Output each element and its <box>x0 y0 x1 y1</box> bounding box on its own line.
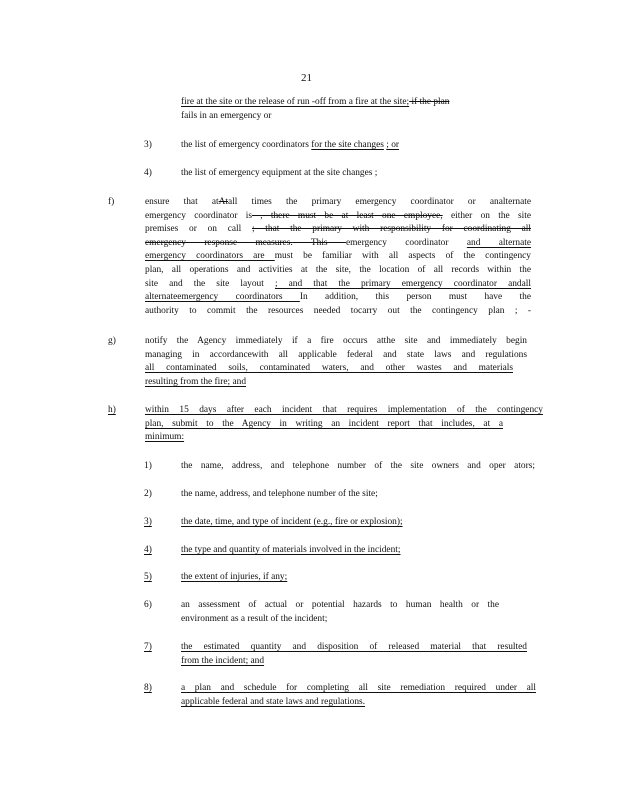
list-item: the estimated quantity and disposition of released material that resulted from the incident; and <box>181 642 527 666</box>
list-item: a plan and schedule for completing all site remediation required under all applicable federal and state laws and regulations. <box>181 683 536 707</box>
list-item: the list of emergency coordinators for the site changes ; or <box>181 140 400 150</box>
list-item: the date, time, and type of incident (e.g., fire or explosion); <box>181 517 403 527</box>
list-item: an assessment of actual or potential hazards to human health or the environment as a result of the incident; <box>181 600 499 624</box>
item-marker: 6) <box>144 600 152 610</box>
paragraph-g: notify the Agency immediately if a fire occurs atthe site and immediately begin managing in accordancewith all applicable federal and state laws and regulations all contaminated soils, contaminated waters, and other wastes and materials resulting from the fire; and <box>145 336 527 387</box>
text-line: fails in an emergency or <box>181 110 272 121</box>
item-marker: 4) <box>144 168 152 178</box>
paragraph-marker: h) <box>108 405 116 415</box>
paragraph-marker: f) <box>108 197 115 207</box>
paragraph-h: within 15 days after each incident that requires implementation of the contingency plan, submit to the Agency in writing an incident report that includes, at a minimum: <box>145 405 543 443</box>
item-marker: 2) <box>144 489 152 499</box>
item-marker: 5) <box>144 572 152 582</box>
item-marker: 7) <box>144 642 152 652</box>
paragraph-f: ensure that atAtall times the primary emergency coordinator or analternate emergency coordinator is , there must be at least one employee, either on the site premises or on call ; that the primary with responsibility for coordinating all emergency response measures. This emergency coordinator and alternate emergency coordinators are must be familiar with all aspects of the contingency plan, all operations and activities at the site, the location of all records within the site and the site layout ; and that the primary emergency coordinator andall alternateemergency coordinators In addition, this person must have the authority to commit the resources needed tocarry out the contingency plan ; - <box>145 197 532 316</box>
item-marker: 3) <box>144 517 152 527</box>
list-item: the type and quantity of materials involved in the incident; <box>181 545 401 555</box>
item-marker: 3) <box>144 140 152 150</box>
continuation-text <box>181 96 526 123</box>
item-marker: 8) <box>144 683 152 693</box>
item-marker: 4) <box>144 545 152 555</box>
item-marker: 1) <box>144 461 152 471</box>
page-number: 21 <box>301 72 312 84</box>
list-item: the name, address, and telephone number of the site; <box>181 489 378 499</box>
paragraph-marker: g) <box>108 336 116 346</box>
list-item: the extent of injuries, if any; <box>181 572 288 582</box>
list-item: the list of emergency equipment at the site changes ; <box>181 168 378 178</box>
list-item: the name, address, and telephone number of the site owners and oper ators; <box>181 461 535 471</box>
text-line: fire at the site or the release of run -off from a fire at the site; if the plan <box>181 97 450 107</box>
